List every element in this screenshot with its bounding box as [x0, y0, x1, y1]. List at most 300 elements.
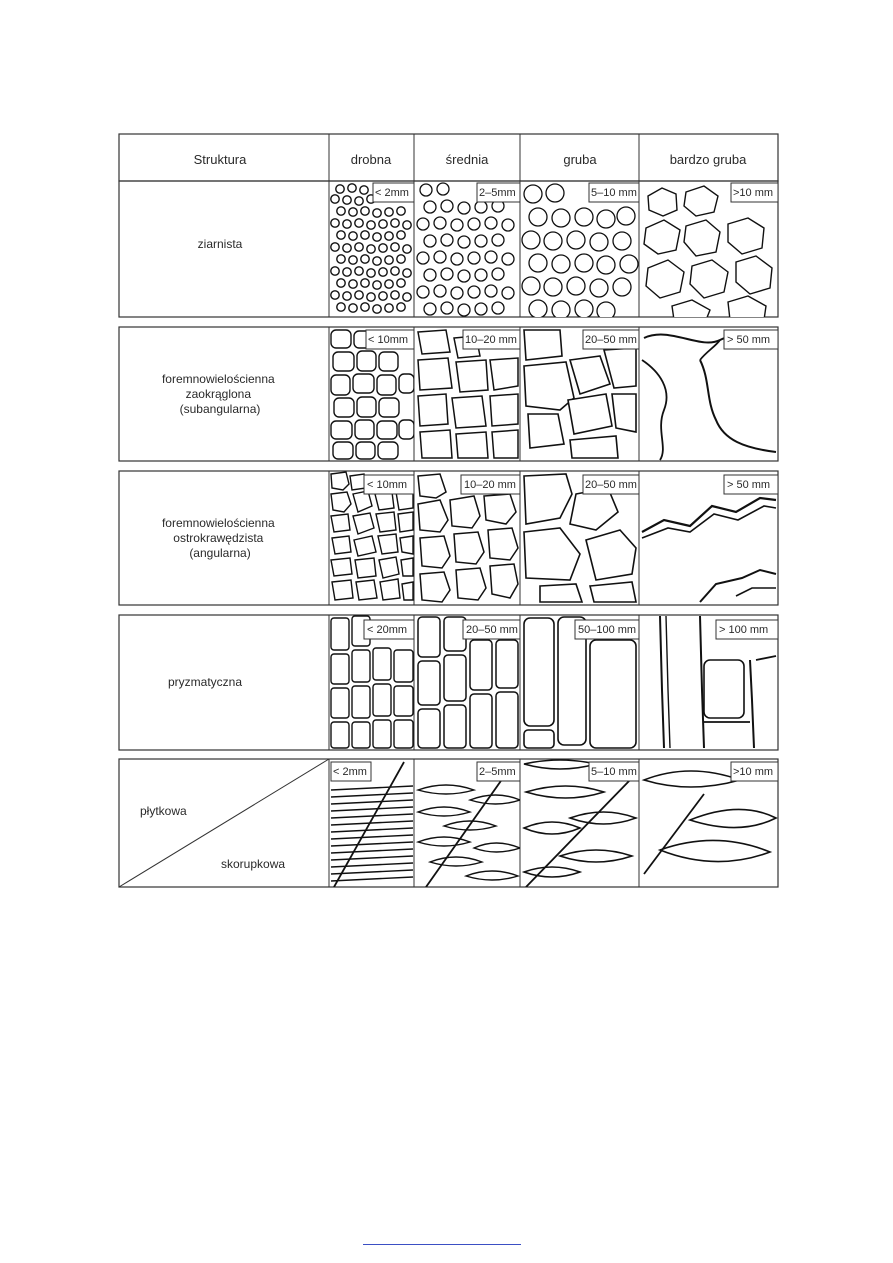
aggregate-block: [378, 534, 398, 554]
aggregate-block: [331, 472, 349, 490]
aggregate-grain: [397, 207, 405, 215]
plate-layer: [331, 786, 413, 790]
size-tag-subangular-fine: < 10mm: [368, 334, 409, 346]
aggregate-grain: [367, 293, 375, 301]
aggregate-grain: [355, 291, 363, 299]
aggregate-grain: [424, 201, 436, 213]
aggregate-block: [333, 442, 353, 459]
aggregate-grain: [336, 185, 344, 193]
aggregate-grain: [672, 300, 710, 320]
aggregate-grain: [458, 202, 470, 214]
aggregate-block: [400, 536, 413, 554]
size-tag-granular-very-coarse: >10 mm: [733, 187, 774, 199]
split-line: [644, 794, 704, 874]
aggregate-grain: [544, 278, 562, 296]
plate-layer: [331, 863, 413, 867]
aggregate-grain: [590, 279, 608, 297]
aggregate-block: [331, 330, 351, 348]
aggregate-grain: [613, 232, 631, 250]
aggregate-grain: [331, 291, 339, 299]
aggregate-block: [420, 572, 450, 602]
aggregate-block: [540, 584, 582, 602]
aggregate-grain: [575, 208, 593, 226]
aggregate-boundary: [666, 616, 670, 748]
aggregate-block: [418, 500, 448, 532]
aggregate-block: [399, 374, 414, 393]
aggregate-grain: [617, 207, 635, 225]
aggregate-grain: [485, 285, 497, 297]
aggregate-block: [332, 536, 351, 554]
aggregate-block: [332, 580, 353, 600]
plate-layer: [331, 828, 413, 832]
size-tag-subangular-coarse: 20–50 mm: [585, 334, 637, 346]
aggregate-block: [524, 362, 574, 410]
aggregate-grain: [337, 207, 345, 215]
aggregate-boundary: [700, 570, 776, 602]
aggregate-boundary: [700, 360, 776, 452]
plate-layer: [331, 821, 413, 825]
aggregate-block: [331, 375, 350, 395]
aggregate-grain: [468, 252, 480, 264]
column-header-medium: średnia: [445, 152, 489, 167]
plate-layer: [331, 842, 413, 846]
aggregate-block: [331, 492, 351, 512]
column-header-fine: drobna: [350, 152, 392, 167]
plate-lens: [474, 843, 520, 852]
aggregate-grain: [417, 252, 429, 264]
aggregate-block: [524, 330, 562, 360]
aggregate-grain: [590, 233, 608, 251]
aggregate-grain: [373, 305, 381, 313]
aggregate-grain: [567, 231, 585, 249]
aggregate-grain: [728, 296, 766, 320]
plate-lens: [526, 786, 604, 798]
aggregate-block: [418, 358, 452, 390]
aggregate-grain: [331, 243, 339, 251]
aggregate-grain: [552, 255, 570, 273]
aggregate-block: [334, 398, 354, 417]
aggregate-grain: [529, 300, 547, 318]
aggregate-block: [418, 330, 450, 354]
aggregate-grain: [373, 209, 381, 217]
aggregate-block: [570, 436, 618, 458]
aggregate-prism: [352, 722, 370, 748]
aggregate-grain: [441, 268, 453, 280]
granular-very-coarse-illustration: [644, 186, 772, 320]
aggregate-grain: [437, 183, 449, 195]
aggregate-grain: [544, 232, 562, 250]
aggregate-grain: [349, 280, 357, 288]
aggregate-grain: [343, 220, 351, 228]
aggregate-block: [356, 442, 375, 459]
aggregate-grain: [613, 278, 631, 296]
platy-medium-illustration: [418, 768, 520, 887]
plate-layer: [331, 807, 413, 811]
aggregate-block: [399, 420, 414, 439]
aggregate-grain: [361, 231, 369, 239]
aggregate-grain: [458, 236, 470, 248]
aggregate-grain: [403, 269, 411, 277]
aggregate-prism: [331, 654, 349, 684]
aggregate-prism: [394, 686, 413, 716]
aggregate-grain: [597, 256, 615, 274]
aggregate-grain: [492, 302, 504, 314]
aggregate-grain: [331, 219, 339, 227]
row-subangular: [119, 327, 778, 461]
size-tag-prismatic-very-coarse: > 100 mm: [719, 624, 769, 636]
aggregate-grain: [644, 220, 680, 254]
aggregate-prism: [590, 640, 636, 748]
plate-lens: [418, 837, 470, 846]
aggregate-grain: [331, 195, 339, 203]
plate-lens: [644, 771, 740, 787]
aggregate-grain: [349, 208, 357, 216]
aggregate-prism: [331, 618, 349, 650]
header-row: [119, 134, 778, 181]
aggregate-block: [376, 512, 396, 532]
aggregate-block: [379, 352, 398, 371]
row-label-angular: foremnowielościenna ostrokrawędzista (angularna): [161, 516, 275, 560]
aggregate-block: [420, 536, 450, 568]
aggregate-grain: [337, 279, 345, 287]
size-tag-angular-coarse: 20–50 mm: [585, 479, 637, 491]
aggregate-grain: [403, 221, 411, 229]
aggregate-prism: [418, 617, 440, 657]
aggregate-block: [353, 513, 374, 534]
aggregate-block: [380, 579, 400, 600]
aggregate-block: [490, 394, 518, 426]
aggregate-grain: [367, 245, 375, 253]
aggregate-grain: [736, 256, 772, 294]
aggregate-grain: [355, 243, 363, 251]
aggregate-block: [568, 394, 612, 434]
row-label-prismatic: pryzmatyczna: [167, 675, 243, 689]
aggregate-boundary: [660, 616, 664, 748]
aggregate-grain: [355, 219, 363, 227]
granular-coarse-illustration: [522, 184, 638, 320]
aggregate-grain: [434, 217, 446, 229]
size-tag-angular-very-coarse: > 50 mm: [727, 479, 771, 491]
plate-lens: [418, 785, 474, 794]
size-tag-platy-medium: 2–5mm: [479, 766, 516, 778]
aggregate-grain: [379, 268, 387, 276]
aggregate-block: [570, 356, 610, 394]
subangular-very-coarse-illustration: [642, 335, 776, 460]
aggregate-grain: [529, 208, 547, 226]
aggregate-block: [490, 564, 518, 598]
aggregate-grain: [552, 209, 570, 227]
aggregate-block: [590, 582, 636, 602]
aggregate-prism: [331, 688, 349, 718]
aggregate-block: [418, 394, 448, 426]
aggregate-grain: [552, 301, 570, 319]
size-tag-angular-medium: 10–20 mm: [464, 479, 516, 491]
aggregate-grain: [397, 303, 405, 311]
aggregate-grain: [361, 279, 369, 287]
aggregate-grain: [684, 186, 718, 216]
aggregate-block: [379, 398, 399, 417]
aggregate-block: [331, 421, 352, 439]
aggregate-grain: [567, 277, 585, 295]
aggregate-prism: [394, 650, 413, 682]
aggregate-grain: [355, 197, 363, 205]
aggregate-grain: [575, 300, 593, 318]
row-granular: [119, 181, 778, 320]
aggregate-grain: [441, 200, 453, 212]
aggregate-prism: [373, 684, 391, 716]
plate-layer: [331, 835, 413, 839]
aggregate-grain: [502, 219, 514, 231]
aggregate-grain: [492, 234, 504, 246]
aggregate-grain: [349, 256, 357, 264]
aggregate-block: [398, 512, 413, 532]
row-platy: [119, 759, 778, 887]
aggregate-grain: [620, 255, 638, 273]
aggregate-grain: [348, 184, 356, 192]
plate-lens: [430, 857, 482, 866]
aggregate-grain: [373, 257, 381, 265]
aggregate-grain: [492, 268, 504, 280]
aggregate-prism: [373, 648, 391, 680]
aggregate-grain: [475, 269, 487, 281]
size-tag-granular-medium: 2–5mm: [479, 187, 516, 199]
aggregate-grain: [468, 218, 480, 230]
aggregate-grain: [417, 218, 429, 230]
footer-link-underline[interactable]: [363, 1244, 521, 1245]
aggregate-prism: [373, 720, 391, 748]
aggregate-grain: [337, 231, 345, 239]
column-header-very-coarse: bardzo gruba: [669, 152, 747, 167]
aggregate-block: [418, 474, 446, 498]
aggregate-grain: [475, 201, 487, 213]
aggregate-block: [524, 474, 572, 524]
aggregate-grain: [451, 287, 463, 299]
aggregate-grain: [424, 235, 436, 247]
granular-medium-illustration: [417, 183, 514, 316]
aggregate-grain: [391, 267, 399, 275]
aggregate-grain: [343, 268, 351, 276]
aggregate-grain: [343, 244, 351, 252]
aggregate-block: [402, 582, 413, 600]
aggregate-grain: [397, 231, 405, 239]
aggregate-block: [456, 432, 488, 458]
aggregate-grain: [385, 280, 393, 288]
size-tag-angular-fine: < 10mm: [367, 479, 408, 491]
aggregate-grain: [391, 291, 399, 299]
aggregate-block: [375, 492, 394, 510]
plate-lens: [690, 809, 776, 827]
aggregate-grain: [451, 219, 463, 231]
size-tag-subangular-very-coarse: > 50 mm: [727, 334, 771, 346]
aggregate-boundary: [642, 360, 667, 460]
aggregate-grain: [546, 184, 564, 202]
granular-fine-illustration: [331, 184, 411, 313]
aggregate-grain: [360, 186, 368, 194]
size-tag-prismatic-medium: 20–50 mm: [466, 624, 518, 636]
aggregate-grain: [367, 221, 375, 229]
aggregate-grain: [458, 304, 470, 316]
aggregate-grain: [434, 251, 446, 263]
aggregate-grain: [403, 293, 411, 301]
aggregate-grain: [385, 208, 393, 216]
aggregate-block: [331, 558, 352, 576]
row-label-granular: ziarnista: [197, 237, 243, 251]
aggregate-grain: [385, 232, 393, 240]
aggregate-boundary: [642, 498, 776, 532]
plate-layer: [331, 856, 413, 860]
aggregate-grain: [485, 217, 497, 229]
aggregate-block: [452, 396, 486, 428]
aggregate-block: [401, 558, 413, 576]
aggregate-block: [357, 397, 376, 417]
size-tag-platy-very-coarse: >10 mm: [733, 766, 774, 778]
column-header-coarse: gruba: [563, 152, 597, 167]
aggregate-grain: [391, 219, 399, 227]
plate-lens: [524, 760, 596, 769]
aggregate-block: [524, 528, 580, 580]
structure-header: Struktura: [193, 152, 247, 167]
aggregate-grain: [468, 286, 480, 298]
aggregate-grain: [397, 279, 405, 287]
plate-lens: [470, 795, 520, 804]
aggregate-grain: [391, 243, 399, 251]
row-angular: [119, 471, 778, 605]
aggregate-grain: [373, 281, 381, 289]
aggregate-block: [377, 421, 397, 439]
aggregate-grain: [575, 254, 593, 272]
aggregate-block: [355, 558, 376, 578]
aggregate-grain: [458, 270, 470, 282]
aggregate-block: [586, 530, 636, 580]
aggregate-block: [528, 414, 564, 448]
aggregate-prism: [496, 692, 518, 748]
aggregate-grain: [475, 235, 487, 247]
aggregate-grain: [424, 269, 436, 281]
aggregate-block: [354, 536, 376, 556]
aggregate-grain: [451, 253, 463, 265]
aggregate-block: [454, 532, 484, 564]
aggregate-grain: [502, 253, 514, 265]
plate-lens: [418, 807, 470, 816]
plate-lens: [524, 867, 580, 877]
aggregate-grain: [355, 267, 363, 275]
aggregate-grain: [524, 185, 542, 203]
aggregate-prism: [524, 730, 554, 748]
aggregate-grain: [646, 260, 684, 298]
aggregate-block: [490, 358, 518, 390]
aggregate-grain: [597, 210, 615, 228]
aggregate-grain: [485, 251, 497, 263]
aggregate-grain: [343, 196, 351, 204]
size-tag-platy-fine: < 2mm: [333, 766, 367, 778]
aggregate-grain: [373, 233, 381, 241]
aggregate-grain: [337, 303, 345, 311]
aggregate-prism: [524, 618, 554, 726]
plate-lens: [466, 871, 518, 880]
aggregate-grain: [648, 188, 677, 216]
aggregate-prism: [352, 650, 370, 682]
aggregate-prism: [704, 660, 744, 718]
aggregate-block: [379, 557, 399, 578]
aggregate-grain: [379, 220, 387, 228]
size-tag-prismatic-coarse: 50–100 mm: [578, 624, 637, 636]
plate-lens: [560, 850, 632, 862]
aggregate-grain: [424, 303, 436, 315]
aggregate-prism: [496, 640, 518, 688]
aggregate-block: [420, 430, 452, 458]
aggregate-block: [612, 394, 636, 432]
plate-layer: [331, 800, 413, 804]
aggregate-grain: [728, 218, 764, 254]
row-label-platy: płytkowa: [140, 804, 187, 818]
aggregate-grain: [379, 244, 387, 252]
aggregate-grain: [522, 231, 540, 249]
aggregate-grain: [361, 207, 369, 215]
aggregate-prism: [444, 655, 466, 701]
platy-very-coarse-illustration: [644, 771, 776, 874]
aggregate-block: [488, 528, 518, 560]
aggregate-grain: [420, 184, 432, 196]
aggregate-grain: [403, 245, 411, 253]
aggregate-boundary: [756, 656, 776, 660]
aggregate-grain: [367, 269, 375, 277]
aggregate-block: [357, 351, 376, 371]
aggregate-grain: [684, 220, 720, 256]
aggregate-grain: [417, 286, 429, 298]
aggregate-block: [356, 580, 377, 600]
aggregate-block: [377, 375, 396, 395]
aggregate-block: [331, 514, 350, 532]
aggregate-grain: [385, 304, 393, 312]
size-tag-granular-fine: < 2mm: [375, 187, 409, 199]
aggregate-grain: [385, 256, 393, 264]
angular-very-coarse-illustration: [642, 498, 776, 602]
aggregate-block: [456, 568, 486, 600]
aggregate-block: [378, 442, 398, 459]
aggregate-grain: [502, 287, 514, 299]
row-prismatic: [119, 615, 778, 750]
row-label-subangular: foremnowielościenna zaokrąglona (subangularna): [161, 372, 275, 416]
aggregate-boundary: [736, 588, 776, 596]
plate-lens: [524, 822, 580, 834]
aggregate-grain: [361, 255, 369, 263]
aggregate-grain: [379, 292, 387, 300]
aggregate-grain: [522, 277, 540, 295]
plate-lens: [660, 840, 770, 861]
aggregate-prism: [394, 720, 413, 748]
plate-layer: [331, 793, 413, 797]
size-tag-prismatic-fine: < 20mm: [367, 624, 408, 636]
plate-layer: [331, 849, 413, 853]
aggregate-block: [456, 360, 488, 392]
size-tag-subangular-medium: 10–20 mm: [465, 334, 517, 346]
aggregate-grain: [397, 255, 405, 263]
aggregate-grain: [337, 255, 345, 263]
aggregate-prism: [331, 722, 349, 748]
aggregate-block: [353, 374, 374, 393]
aggregate-grain: [475, 303, 487, 315]
size-tag-granular-coarse: 5–10 mm: [591, 187, 637, 199]
aggregate-prism: [444, 705, 466, 748]
aggregate-block: [355, 420, 374, 439]
row-label-crumb: skorupkowa: [221, 857, 286, 871]
aggregate-prism: [470, 640, 492, 690]
aggregate-prism: [418, 709, 440, 748]
aggregate-block: [484, 494, 516, 524]
aggregate-prism: [352, 686, 370, 718]
aggregate-grain: [349, 232, 357, 240]
aggregate-grain: [343, 292, 351, 300]
